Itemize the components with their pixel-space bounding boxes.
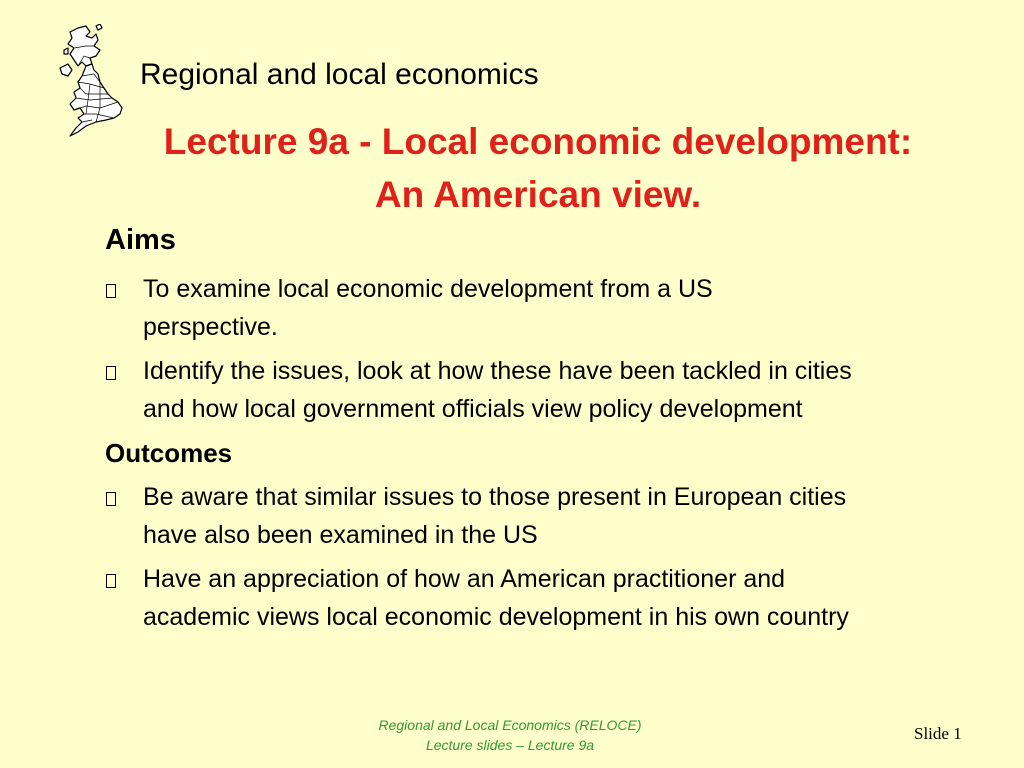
aims-item-2-line1: Identify the issues, look at how these have been tackled in cities: [143, 357, 852, 385]
outcomes-item-2: [143, 560, 973, 636]
footer-course-info: [310, 715, 710, 755]
aims-item-2: [143, 352, 973, 428]
lecture-title: [100, 115, 976, 221]
bullet-icon: [106, 284, 116, 298]
aims-item-1-line2: perspective.: [143, 313, 278, 341]
outcomes-item-1-line1: Be aware that similar issues to those present in European cities: [143, 483, 847, 511]
bullet-icon: [106, 574, 116, 588]
outcomes-item-1-line2: have also been examined in the US: [143, 521, 538, 549]
outcomes-item-1: [143, 478, 973, 554]
bullet-icon: [106, 492, 116, 506]
slide-number: Slide 1: [914, 724, 962, 743]
aims-heading: Aims: [105, 224, 176, 256]
outcomes-heading: Outcomes: [105, 438, 233, 468]
lecture-title-line2: An American view.: [374, 174, 702, 215]
bullet-icon: [106, 366, 116, 380]
course-title: Regional and local economics: [140, 58, 539, 91]
lecture-title-line1: Lecture 9a - Local economic development:: [163, 121, 913, 162]
aims-item-1: [143, 270, 973, 346]
footer-line1: Regional and Local Economics (RELOCE): [378, 717, 642, 733]
aims-item-1-line1: To examine local economic development from a US: [143, 275, 713, 303]
footer-line2: Lecture slides – Lecture 9a: [425, 737, 595, 753]
aims-item-2-line2: and how local government officials view policy development: [143, 395, 803, 423]
outcomes-item-2-line2: academic views local economic development in his own country: [143, 603, 849, 631]
outcomes-item-2-line1: Have an appreciation of how an American practitioner and: [143, 565, 786, 593]
